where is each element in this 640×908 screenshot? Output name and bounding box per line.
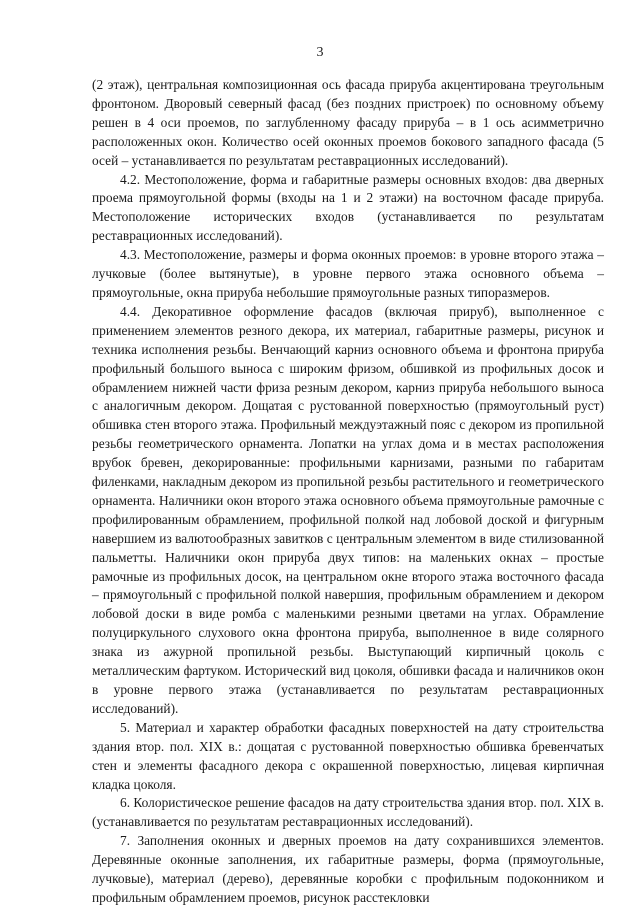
paragraph-4-2-entrances: 4.2. Местоположение, форма и габаритные размеры основных входов: два дверных проема прямоугольной формы (входы на 1 и 2 этажи) на восточном фасаде прируба. Местоположение исторических входов (устанавливается по результатам реставрационных исследований).: [92, 171, 604, 244]
document-body: [92, 76, 604, 908]
paragraph-5-materials: 5. Материал и характер обработки фасадных поверхностей на дату строительства здания втор. пол. XIX в.: дощатая с рустованной поверхностью обшивка бревенчатых стен и элементы фасадного декора с окрашенной поверхностью, лицевая кирпичная кладка цоколя.: [92, 719, 604, 792]
paragraph-6-colour: 6. Колористическое решение фасадов на дату строительства здания втор. пол. XIX в. (устанавливается по результатам реставрационных исследований).: [92, 795, 604, 830]
paragraph-4-4-decoration: 4.4. Декоративное оформление фасадов (включая прируб), выполненное с применением элементов резного декора, их материал, габаритные размеры, рисунок и техника исполнения резьбы. Венчающий карниз основного объема и фронтона прируба профильный большого выноса с широким фризом, обшивкой из профильных досок и обрамлением нижней части фриза резным декором, карниз прируба небольшого выноса с аналогичным декором. Дощатая с рустованной поверхностью (прямоугольный руст) обшивка стен второго этажа. Профильный междуэтажный пояс с декором из пропильной резьбы геометрического орнамента. Лопатки на углах дома и в местах расположения врубок бревен, декорированные: профильными карнизами, разными по габаритам филенками, накладным декором из пропильной резьбы растительного и геометрического орнамента. Наличники окон второго этажа основного объема прямоугольные рамочные с профилированным обрамлением, профильной полкой над лобовой доской и фигурным навершием из валютообразных завитков с центральным элементом в виде стилизованной пальметты. Наличники окон прируба двух типов: на маленьких окнах – простые рамочные из профильных досок, на центральном окне второго этажа восточного фасада – прямоугольный с профильной полкой навершия, профильным обрамлением и декором лобовой доски в виде ромба с маленькими резными цветами на углах. Обрамление полуциркульного слухового окна фронтона прируба, выполненное в виде солярного знака из ажурной пропильной резьбы. Выступающий кирпичный цоколь с металлическим фартуком. Исторический вид цоколя, обшивки фасада и наличников окон в уровне первого этажа (устанавливается по результатам реставрационных исследований).: [92, 303, 604, 716]
page-number: 3: [316, 45, 324, 60]
paragraph-facade-continuation: (2 этаж), центральная композиционная ось фасада прируба акцентирована треугольным фронтоном. Дворовый северный фасад (без поздних пристроек) по основному объему решен в 4 оси проемов, по заглубленному фасаду прируба – в 1 ось асимметрично расположенных окон. Количество осей оконных проемов бокового западного фасада (5 осей – устанавливается по результатам реставрационных исследований).: [92, 77, 604, 168]
paragraph-4-3-windows: 4.3. Местоположение, размеры и форма оконных проемов: в уровне второго этажа – лучковые (более вытянутые), в уровне первого этажа основного объема – прямоугольные, окна прируба небольшие прямоугольные разных типоразмеров.: [92, 247, 604, 300]
paragraph-7-fillings: 7. Заполнения оконных и дверных проемов на дату сохранившихся элементов. Деревянные оконные заполнения, их габаритные размеры, форма (прямоугольные, лучковые), материал (дерево), деревянные коробки с профильным подоконником и профильным обрамлением проемов, рисунок расстекловки: [92, 833, 604, 905]
